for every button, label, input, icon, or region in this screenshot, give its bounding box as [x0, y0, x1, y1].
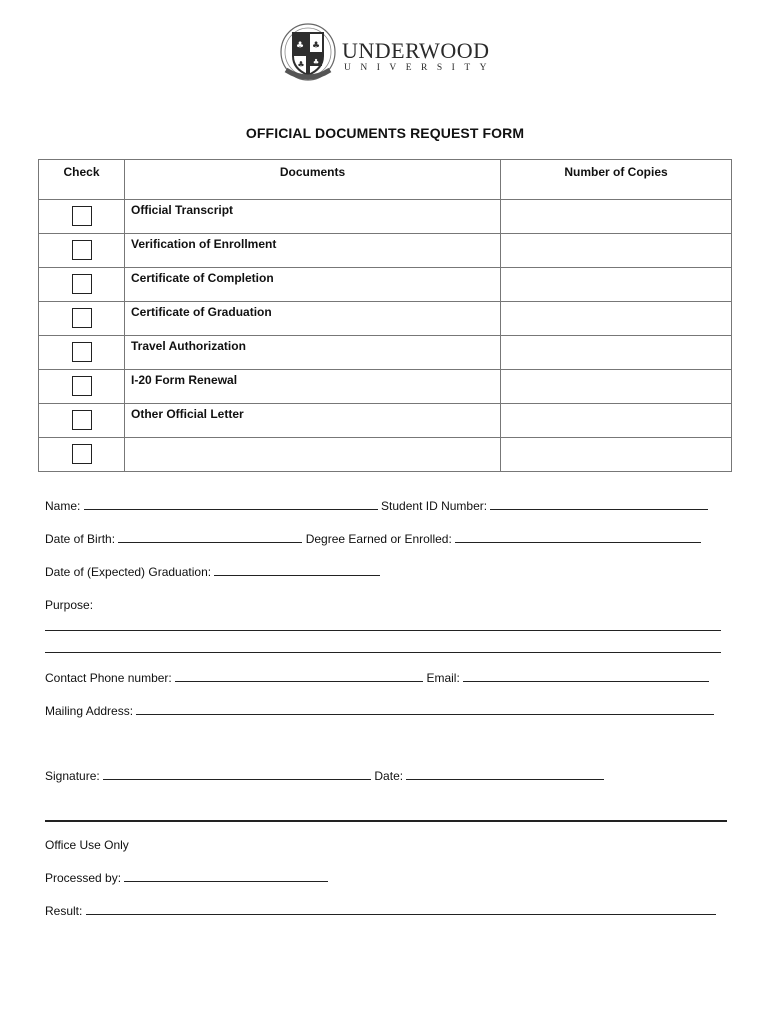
graduation-field[interactable] — [214, 565, 380, 576]
name-field[interactable] — [84, 499, 378, 510]
logo-subtitle: UNIVERSITY — [344, 63, 496, 73]
table-row — [39, 404, 732, 438]
degree-field[interactable] — [455, 532, 701, 543]
document-name: Other Official Letter — [131, 407, 244, 421]
name-label: Name: — [45, 499, 81, 513]
university-logo — [278, 22, 508, 84]
degree-label: Degree Earned or Enrolled: — [305, 532, 452, 546]
processed-label: Processed by: — [45, 871, 122, 885]
purpose-row — [45, 598, 93, 612]
document-name: Travel Authorization — [131, 339, 246, 353]
dob-field[interactable] — [118, 532, 302, 543]
table-header-row — [39, 160, 732, 200]
contact-row — [45, 671, 709, 685]
document-name: I-20 Form Renewal — [131, 373, 238, 387]
mailing-field[interactable] — [136, 704, 714, 715]
name-row — [45, 499, 708, 513]
signature-field[interactable] — [103, 769, 371, 780]
checkbox-other-official-letter[interactable] — [72, 410, 92, 430]
section-divider — [45, 820, 727, 822]
svg-text:♣: ♣ — [311, 41, 321, 51]
student-id-field[interactable] — [490, 499, 708, 510]
svg-text:♣: ♣ — [297, 60, 305, 69]
checkbox-official-transcript[interactable] — [72, 206, 92, 226]
checkbox-travel-authorization[interactable] — [72, 342, 92, 362]
dob-label: Date of Birth: — [45, 532, 116, 546]
copies-cell[interactable] — [501, 200, 732, 234]
table-row — [39, 370, 732, 404]
checkbox-verification-of-enrollment[interactable] — [72, 240, 92, 260]
table-row — [39, 336, 732, 370]
phone-label: Contact Phone number: — [45, 671, 172, 685]
phone-field[interactable] — [175, 671, 423, 682]
date-label: Date: — [374, 769, 404, 783]
document-blank-cell[interactable] — [125, 438, 501, 472]
form-title: OFFICIAL DOCUMENTS REQUEST FORM — [245, 125, 525, 141]
email-field[interactable] — [463, 671, 709, 682]
copies-cell[interactable] — [501, 234, 732, 268]
student-id-label: Student ID Number: — [381, 499, 488, 513]
graduation-label: Date of (Expected) Graduation: — [45, 565, 212, 579]
copies-cell[interactable] — [501, 438, 732, 472]
result-row — [45, 904, 716, 918]
copies-cell[interactable] — [501, 336, 732, 370]
document-name: Certificate of Graduation — [131, 305, 272, 319]
document-name: Certificate of Completion — [131, 271, 274, 285]
purpose-field-line-2[interactable] — [45, 652, 721, 653]
date-field[interactable] — [406, 769, 604, 780]
copies-cell[interactable] — [501, 302, 732, 336]
purpose-label: Purpose: — [45, 598, 94, 612]
mailing-row — [45, 704, 714, 718]
table-row — [39, 268, 732, 302]
table-row — [39, 234, 732, 268]
document-name: Official Transcript — [131, 203, 234, 217]
result-label: Result: — [45, 904, 83, 918]
graduation-row — [45, 565, 380, 579]
table-row — [39, 200, 732, 234]
copies-cell[interactable] — [501, 268, 732, 302]
purpose-field-line-1[interactable] — [45, 630, 721, 631]
processed-field[interactable] — [124, 871, 328, 882]
logo-name: UNDERWOOD — [342, 38, 490, 63]
signature-label: Signature: — [45, 769, 100, 783]
email-label: Email: — [426, 671, 460, 685]
header-documents: Documents — [125, 160, 501, 200]
office-use-heading: Office Use Only — [45, 838, 129, 852]
mailing-label: Mailing Address: — [45, 704, 134, 718]
header-check: Check — [39, 160, 125, 200]
document-name: Verification of Enrollment — [131, 237, 277, 251]
dob-row — [45, 532, 701, 546]
svg-text:♣: ♣ — [312, 58, 320, 66]
svg-text:♣: ♣ — [295, 41, 305, 51]
processed-row — [45, 871, 328, 885]
signature-row — [45, 769, 604, 783]
university-seal-icon — [278, 22, 338, 84]
table-row — [39, 302, 732, 336]
header-copies: Number of Copies — [501, 160, 732, 200]
copies-cell[interactable] — [501, 404, 732, 438]
checkbox-blank[interactable] — [72, 444, 92, 464]
result-field[interactable] — [86, 904, 716, 915]
documents-table — [38, 159, 732, 472]
checkbox-i20-form-renewal[interactable] — [72, 376, 92, 396]
copies-cell[interactable] — [501, 370, 732, 404]
checkbox-certificate-of-graduation[interactable] — [72, 308, 92, 328]
checkbox-certificate-of-completion[interactable] — [72, 274, 92, 294]
table-row — [39, 438, 732, 472]
